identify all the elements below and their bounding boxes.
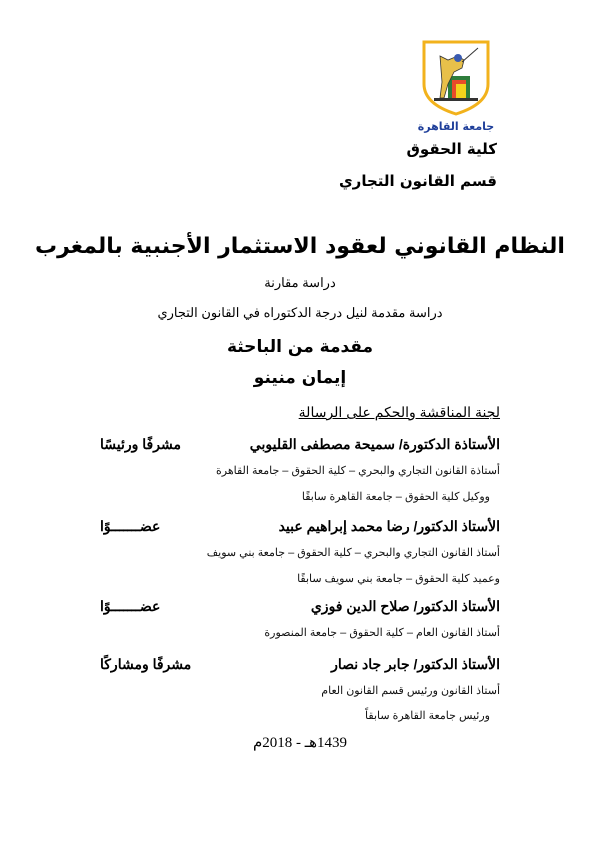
member-name: الأستاذ الدكتور/ صلاح الدين فوزي [310, 598, 500, 614]
member-description: وعميد كلية الحقوق – جامعة بني سويف سابقًا [297, 573, 500, 585]
member-role: مشرفًا ورئيسًا [100, 436, 181, 452]
member-description: أستاذ القانون ورئيس قسم القانون العام [321, 685, 500, 697]
member-name: الأستاذ الدكتور/ جابر جاد نصار [331, 656, 500, 672]
member-name: الأستاذ الدكتور/ رضا محمد إبراهيم عبيد [278, 518, 500, 534]
member-description: ووكيل كلية الحقوق – جامعة القاهرة سابقًا [301, 491, 490, 503]
member-description: أستاذة القانون التجاري والبحري – كلية الحقوق – جامعة القاهرة [215, 465, 500, 477]
member-role: مشرفًا ومشاركًا [100, 656, 192, 672]
member-description: أستاذ القانون العام – كلية الحقوق – جامعة المنصورة [264, 627, 500, 639]
thesis-purpose: دراسة مقدمة لنيل درجة الدكتوراه في القانون التجاري [157, 305, 443, 320]
thesis-title: النظام القانوني لعقود الاستثمار الأجنبية بالمغرب [35, 234, 565, 259]
thesis-subtitle: دراسة مقارنة [264, 275, 336, 290]
date: 1439هـ - 2018م [252, 735, 348, 751]
member-name: الأستاذة الدكتورة/ سميحة مصطفى القليوبي [249, 436, 500, 452]
member-description: أستاذ القانون التجاري والبحري – كلية الحقوق – جامعة بني سويف [206, 547, 500, 559]
member-role: عضـــــــوًا [100, 598, 161, 614]
department-name: قسم القانون التجاري [338, 172, 497, 190]
member-description: ورئيس جامعة القاهرة سابقاً [365, 710, 490, 722]
logo-text: جامعة القاهرة [418, 120, 494, 133]
faculty-name: كلية الحقوق [406, 140, 497, 158]
author-name: إيمان منينو [253, 368, 347, 388]
committee-heading: لجنة المناقشة والحكم على الرسالة [298, 404, 500, 420]
member-role: عضـــــــوًا [100, 518, 161, 534]
presented-by-label: مقدمة من الباحثة [226, 337, 374, 357]
cairo-university-logo [418, 38, 494, 136]
